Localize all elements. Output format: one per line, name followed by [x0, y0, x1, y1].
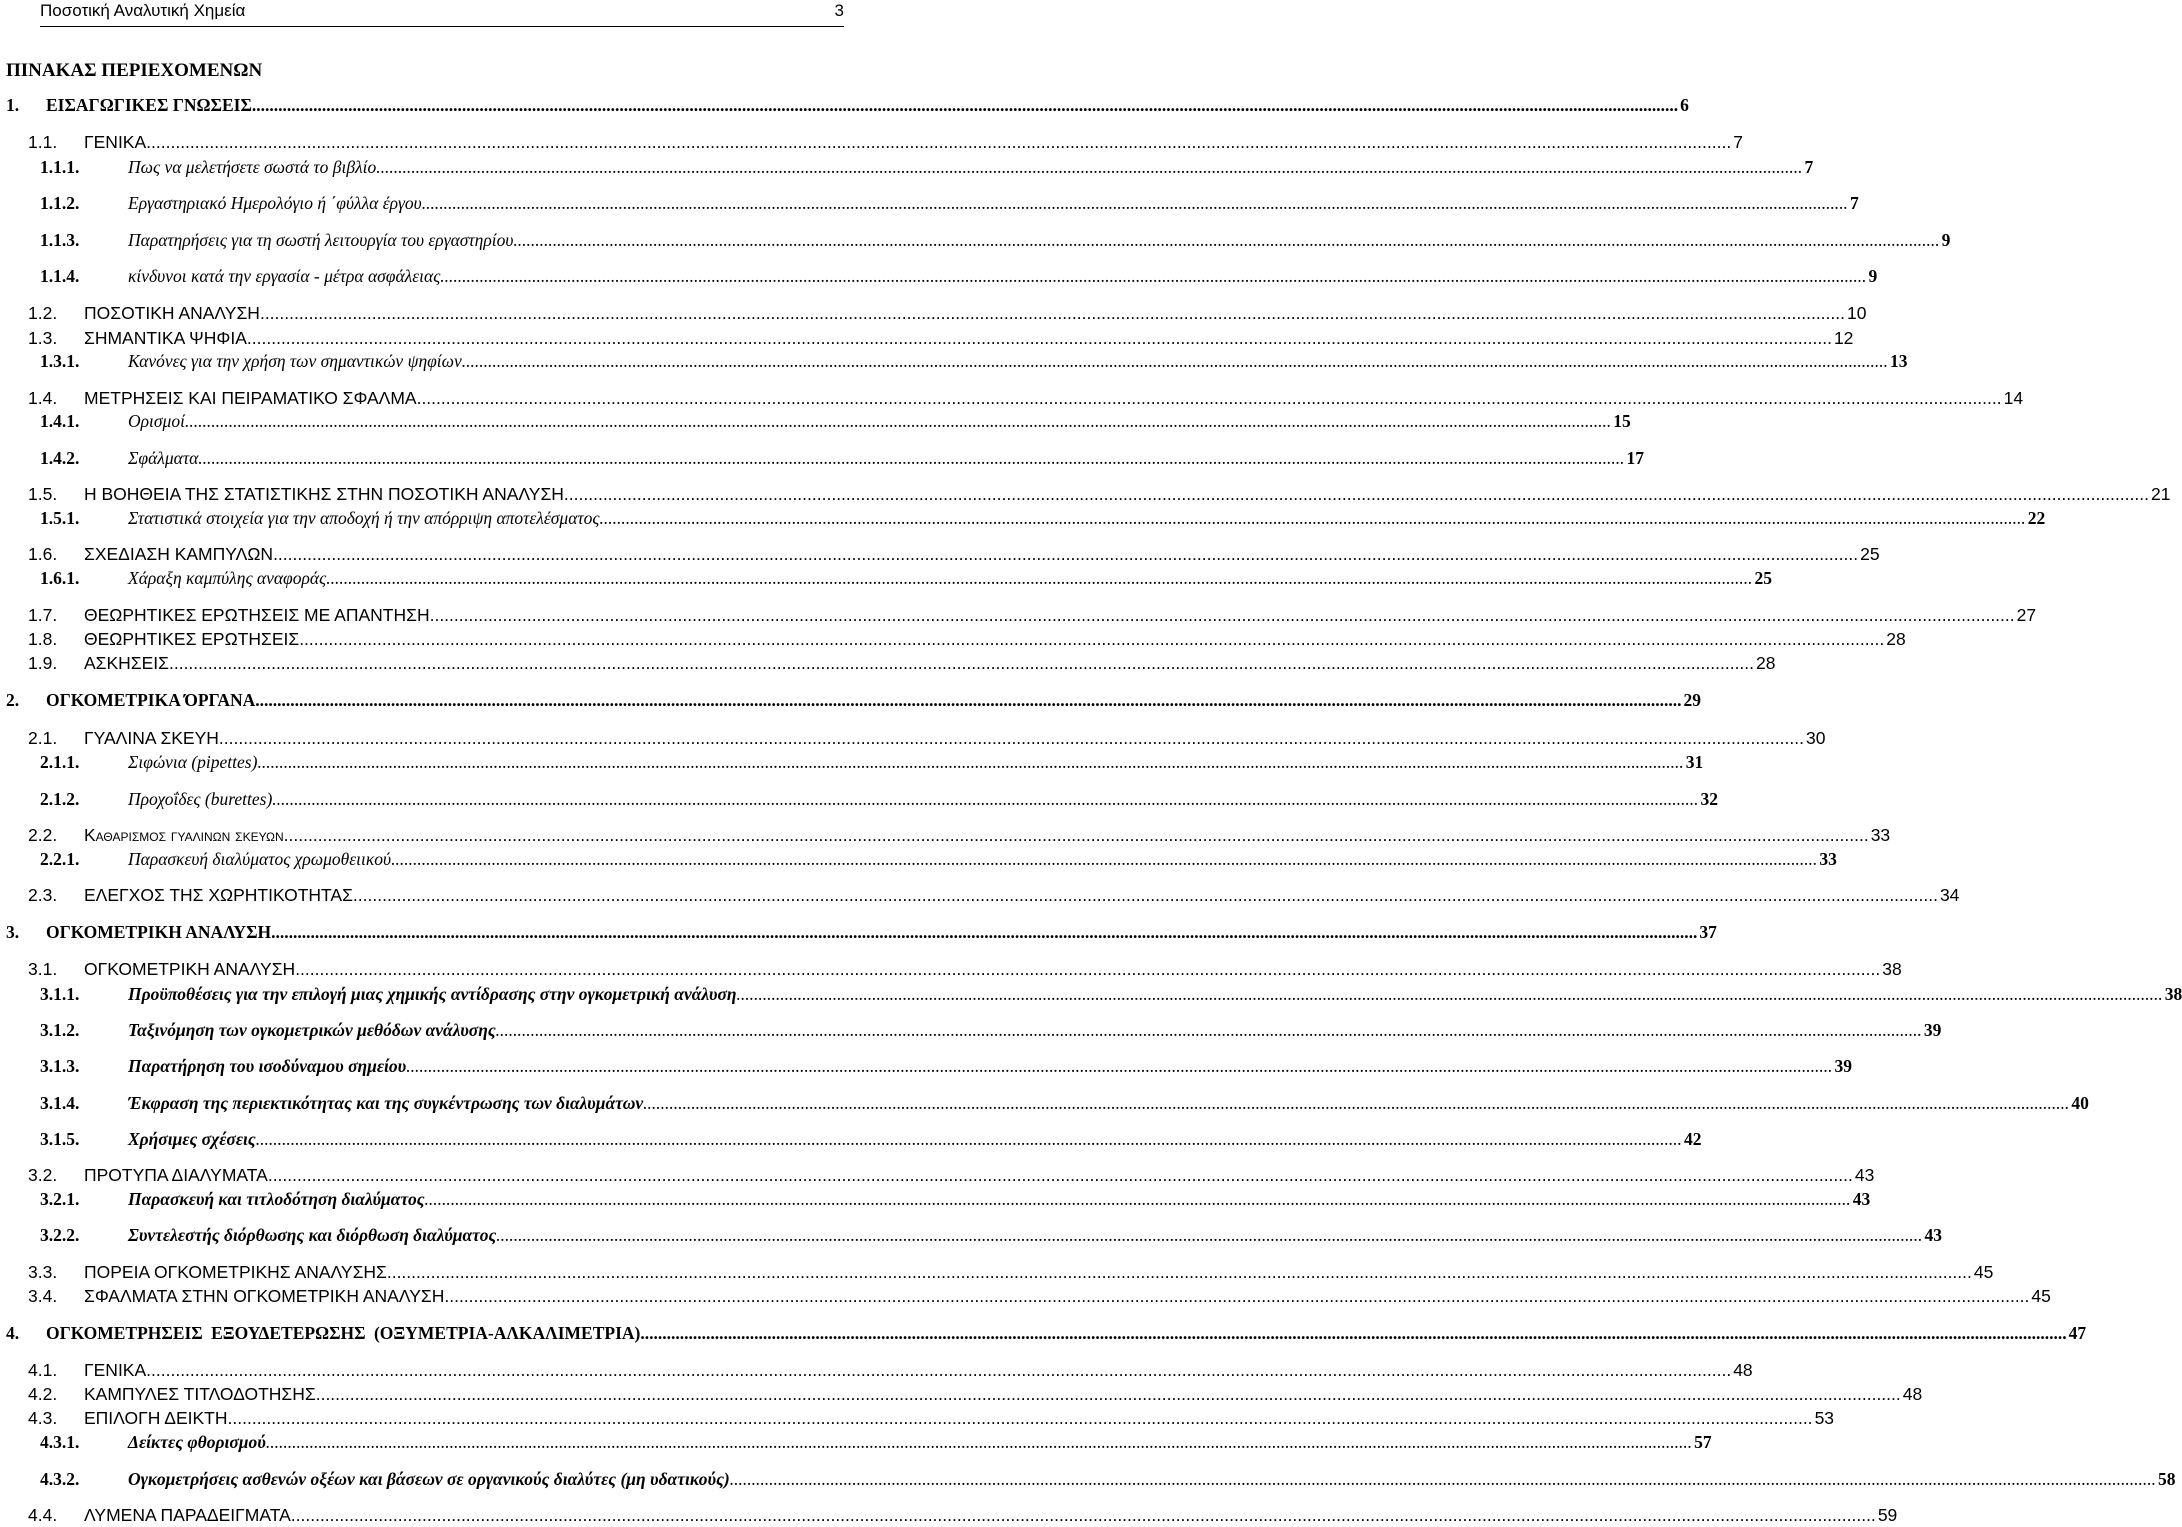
entry-number: 1.5.1. — [40, 508, 80, 528]
entry-page: 7 — [1849, 193, 1859, 213]
entry-page: 48 — [1902, 1384, 1923, 1404]
entry-label: Κανόνες για την χρήση των σημαντικών ψηφίων — [128, 351, 462, 371]
entry-page: 57 — [1694, 1432, 1712, 1452]
toc-entry[interactable] — [40, 191, 1859, 215]
toc-entry[interactable] — [28, 957, 1902, 981]
entry-number: 1.3.1. — [40, 351, 80, 371]
entry-number: 3.3. — [28, 1262, 58, 1282]
entry-label: ΠΡΟΤΥΠΑ ΔΙΑΛΥΜΑΤΑ — [84, 1165, 268, 1185]
toc-entry[interactable] — [28, 1406, 1835, 1430]
toc-entry[interactable] — [40, 750, 1704, 774]
entry-label: ΕΙΣΑΓΩΓΙΚΕΣ ΓΝΩΣΕΙΣ — [46, 95, 252, 115]
toc-entry[interactable] — [40, 349, 1908, 373]
toc-entry[interactable] — [28, 603, 2037, 627]
entry-label: Παρατηρήσεις για τη σωστή λειτουργία του εργαστηρίου — [128, 230, 514, 250]
toc-entry[interactable] — [28, 130, 1743, 154]
entry-page: 39 — [1923, 1020, 1942, 1040]
entry-number: 1.9. — [28, 653, 58, 673]
entry-label: κίνδυνοι κατά την εργασία - μέτρα ασφάλειας — [128, 266, 441, 286]
entry-label: ΕΛΕΓΧΟΣ ΤΗΣ ΧΩΡΗΤΙΚΟΤΗΤΑΣ — [84, 885, 353, 905]
entry-number: 1.6. — [28, 544, 58, 564]
entry-number: 1.4.2. — [40, 448, 80, 468]
entry-label: ΟΓΚΟΜΕΤΡΙΚΗ ΑΝΑΛΥΣΗ — [84, 959, 296, 979]
toc-entry[interactable] — [40, 228, 1951, 252]
toc-entry[interactable] — [40, 1054, 1852, 1078]
entry-label: ΣΦΑΛΜΑΤΑ ΣΤΗΝ ΟΓΚΟΜΕΤΡΙΚΗ ΑΝΑΛΥΣΗ — [84, 1286, 445, 1306]
entry-number: 1.1.3. — [40, 230, 80, 250]
entry-number: 4. — [6, 1323, 20, 1343]
entry-number: 1.8. — [28, 629, 58, 649]
entry-number: 2.1.2. — [40, 789, 80, 809]
entry-page: 38 — [1882, 959, 1902, 979]
entry-page: 58 — [2158, 1469, 2176, 1489]
toc-entry[interactable] — [28, 883, 1960, 907]
entry-label: Παρασκευή και τιτλοδότηση διαλύματος — [128, 1189, 425, 1209]
entry-label: Παρατήρηση του ισοδύναμου σημείου — [128, 1056, 407, 1076]
toc-entry[interactable] — [40, 1467, 2176, 1491]
header-title: Ποσοτική Αναλυτική Χημεία — [40, 1, 246, 20]
entry-label: ΓΕΝΙΚΑ — [84, 1360, 147, 1380]
entry-label: ΛΥΜΕΝΑ ΠΑΡΑΔΕΙΓΜΑΤΑ — [84, 1505, 291, 1525]
entry-label: ΓΥΑΛΙΝΑ ΣΚΕΥΗ — [84, 728, 219, 748]
entry-number: 3.1.4. — [40, 1093, 80, 1113]
toc-entry[interactable] — [6, 1321, 2087, 1345]
entry-page: 33 — [1870, 825, 1891, 845]
header-page-number: 3 — [834, 1, 844, 20]
entry-page: 6 — [1680, 95, 1689, 115]
entry-label: ΣΧΕΔΙΑΣΗ ΚΑΜΠΥΛΩΝ — [84, 544, 274, 564]
entry-number: 3.2.1. — [40, 1189, 80, 1209]
entry-number: 1. — [6, 95, 20, 115]
entry-page: 28 — [1756, 653, 1776, 673]
entry-label: ΓΕΝΙΚΑ — [84, 132, 147, 152]
entry-label: Σιφώνια (pipettes) — [128, 752, 258, 772]
toc-entry[interactable] — [28, 651, 1776, 675]
entry-page: 37 — [1699, 922, 1717, 942]
entry-label: ΑΣΚΗΣΕΙΣ — [84, 653, 169, 673]
entry-page: 14 — [2003, 388, 2024, 408]
entry-number: 1.7. — [28, 605, 58, 625]
entry-label: Δείκτες φθορισμού — [128, 1432, 266, 1452]
toc-entry[interactable] — [28, 1358, 1753, 1382]
entry-page: 45 — [2031, 1286, 2051, 1306]
toc-entry[interactable] — [28, 326, 1854, 350]
toc-entry[interactable] — [6, 93, 1689, 117]
entry-number: 3.1.1. — [40, 984, 80, 1004]
entry-label: ΟΓΚΟΜΕΤΡΙΚΗ ΑΝΑΛΥΣΗ — [46, 922, 272, 942]
entry-label: ΜΕΤΡΗΣΕΙΣ ΚΑΙ ΠΕΙΡΑΜΑΤΙΚΟ ΣΦΑΛΜΑ — [84, 388, 417, 408]
entry-page: 12 — [1833, 328, 1854, 348]
entry-page: 13 — [1890, 351, 1908, 371]
entry-label: ΘΕΩΡΗΤΙΚΕΣ ΕΡΩΤΗΣΕΙΣ ΜΕ ΑΠΑΝΤΗΣΗ — [84, 605, 430, 625]
entry-page: 22 — [2027, 508, 2046, 528]
entry-page: 59 — [1877, 1505, 1898, 1525]
entry-label: Ογκομετρήσεις ασθενών οξέων και βάσεων σε οργανικούς διαλύτες (μη υδατικούς) — [128, 1469, 730, 1489]
toc-title: ΠΙΝΑΚΑΣ ΠΕΡΙΕΧΟΜΕΝΩΝ — [6, 60, 263, 81]
toc-entry[interactable] — [40, 847, 1837, 871]
entry-number: 2. — [6, 690, 20, 710]
entry-number: 1.5. — [28, 484, 58, 504]
toc-entry[interactable] — [28, 301, 1867, 325]
toc-entry[interactable] — [40, 787, 1719, 811]
entry-number: 3.1. — [28, 959, 58, 979]
entry-number: 4.1. — [28, 1360, 58, 1380]
entry-number: 1.1.1. — [40, 157, 80, 177]
entry-number: 4.2. — [28, 1384, 58, 1404]
entry-label: ΟΓΚΟΜΕΤΡΙΚΑ ΌΡΓΑΝΑ — [46, 690, 256, 710]
toc-entry[interactable] — [28, 1284, 2051, 1308]
entry-page: 43 — [1852, 1189, 1871, 1209]
entry-page: 28 — [1886, 629, 1906, 649]
entry-page: 40 — [2071, 1093, 2089, 1113]
entry-number: 1.2. — [28, 303, 58, 323]
toc-entry[interactable] — [40, 566, 1772, 590]
entry-number: 3.1.3. — [40, 1056, 80, 1076]
entry-number: 2.2.1. — [40, 849, 80, 869]
entry-number: 1.3. — [28, 328, 58, 348]
toc-entry[interactable] — [40, 1018, 1942, 1042]
toc-entry[interactable] — [28, 1503, 1898, 1527]
entry-page: 21 — [2150, 484, 2171, 504]
entry-page: 38 — [2164, 984, 2182, 1004]
entry-label: ΠΟΡΕΙΑ ΟΓΚΟΜΕΤΡΙΚΗΣ ΑΝΑΛΥΣΗΣ — [84, 1262, 387, 1282]
toc-entry[interactable] — [40, 506, 2046, 530]
entry-page: 48 — [1733, 1360, 1753, 1380]
entry-number: 2.1. — [28, 728, 58, 748]
entry-page: 39 — [1834, 1056, 1852, 1076]
entry-page: 25 — [1754, 568, 1772, 588]
entry-label: Χάραξη καμπύλης αναφοράς — [128, 568, 327, 588]
entry-page: 29 — [1683, 690, 1702, 710]
entry-number: 3. — [6, 922, 20, 942]
entry-page: 17 — [1626, 448, 1645, 468]
toc-entry[interactable] — [28, 823, 1891, 847]
toc-entry[interactable] — [28, 482, 2171, 506]
entry-label: Προχοΐδες (burettes) — [128, 789, 273, 809]
entry-number: 3.1.2. — [40, 1020, 80, 1040]
entry-label: ΣΗΜΑΝΤΙΚΑ ΨΗΦΙΑ — [84, 328, 247, 348]
entry-label: ΕΠΙΛΟΓΗ ΔΕΙΚΤΗ — [84, 1408, 228, 1428]
toc-entry[interactable] — [40, 409, 1631, 433]
entry-label: ΘΕΩΡΗΤΙΚΕΣ ΕΡΩΤΗΣΕΙΣ — [84, 629, 300, 649]
entry-page: 32 — [1700, 789, 1719, 809]
entry-label: Παρασκευή διαλύματος χρωμοθειικού — [128, 849, 392, 869]
entry-label: Συντελεστής διόρθωσης και διόρθωση διαλύματος — [128, 1225, 497, 1245]
entry-number: 3.2. — [28, 1165, 58, 1185]
entry-label: Ορισμοί — [128, 411, 185, 431]
entry-label: ΟΓΚΟΜΕΤΡΗΣΕΙΣ ΕΞΟΥΔΕΤΕΡΩΣΗΣ (ΟΞΥΜΕΤΡΙΑ-ΑΛΚΑΛΙΜΕΤΡΙΑ) — [46, 1323, 641, 1343]
entry-page: 34 — [1939, 885, 1960, 905]
entry-number: 4.3.1. — [40, 1432, 80, 1452]
entry-page: 7 — [1804, 157, 1814, 177]
entry-page: 10 — [1847, 303, 1867, 323]
toc-entry[interactable] — [28, 1163, 1875, 1187]
entry-label: Καθαρισμος γυαλινων σκευων — [84, 825, 284, 845]
entry-page: 53 — [1814, 1408, 1835, 1428]
entry-page: 43 — [1924, 1225, 1943, 1245]
page-header — [40, 0, 844, 27]
entry-label: Στατιστικά στοιχεία για την αποδοχή ή την απόρριψη αποτελέσματος — [128, 508, 600, 528]
entry-page: 47 — [2068, 1323, 2087, 1343]
entry-page: 42 — [1683, 1129, 1702, 1149]
entry-number: 1.4. — [28, 388, 58, 408]
entry-number: 1.1.4. — [40, 266, 80, 286]
entry-label: Πως να μελετήσετε σωστά το βιβλίο — [128, 157, 377, 177]
toc-entry[interactable] — [28, 542, 1880, 566]
entry-number: 4.4. — [28, 1505, 58, 1525]
entry-page: 9 — [1941, 230, 1951, 250]
entry-page: 31 — [1685, 752, 1704, 772]
entry-page: 15 — [1613, 411, 1631, 431]
entry-page: 25 — [1860, 544, 1880, 564]
entry-number: 1.1.2. — [40, 193, 80, 213]
entry-number: 3.2.2. — [40, 1225, 80, 1245]
toc-entry[interactable] — [28, 386, 2024, 410]
entry-number: 2.2. — [28, 825, 58, 845]
toc-entry[interactable] — [28, 627, 1906, 651]
toc-entry[interactable] — [40, 1223, 1943, 1247]
entry-number: 2.1.1. — [40, 752, 80, 772]
entry-page: 9 — [1868, 266, 1878, 286]
entry-page: 7 — [1733, 132, 1743, 152]
toc-entry[interactable] — [6, 688, 1702, 712]
entry-number: 4.3. — [28, 1408, 58, 1428]
toc-entry[interactable] — [40, 264, 1878, 288]
entry-page: 43 — [1854, 1165, 1875, 1185]
entry-label: ΠΟΣΟΤΙΚΗ ΑΝΑΛΥΣΗ — [84, 303, 260, 323]
entry-label: Ταξινόμηση των ογκομετρικών μεθόδων ανάλυσης — [128, 1020, 496, 1040]
entry-number: 3.4. — [28, 1286, 58, 1306]
toc-entry[interactable] — [28, 1382, 1923, 1406]
entry-page: 27 — [2016, 605, 2037, 625]
entry-label: Σφάλματα — [128, 448, 199, 468]
toc-entry[interactable] — [28, 1260, 1994, 1284]
entry-label: Έκφραση της περιεκτικότητας και της συγκέντρωσης των διαλυμάτων — [128, 1093, 644, 1113]
entry-number: 3.1.5. — [40, 1129, 80, 1149]
entry-label: Προϋποθέσεις για την επιλογή μιας χημικής αντίδρασης στην ογκομετρική ανάλυση — [128, 984, 737, 1004]
entry-label: Η ΒΟΗΘΕΙΑ ΤΗΣ ΣΤΑΤΙΣΤΙΚΗΣ ΣΤΗΝ ΠΟΣΟΤΙΚΗ ΑΝΑΛΥΣΗ — [84, 484, 564, 504]
toc-entry[interactable] — [40, 446, 1645, 470]
toc-entry[interactable] — [40, 982, 2182, 1006]
toc-entry[interactable] — [6, 920, 1717, 944]
entry-number: 2.3. — [28, 885, 58, 905]
entry-page: 33 — [1819, 849, 1837, 869]
toc-entry[interactable] — [28, 726, 1826, 750]
toc-entry[interactable] — [40, 1091, 2089, 1115]
entry-page: 30 — [1805, 728, 1826, 748]
entry-number: 4.3.2. — [40, 1469, 80, 1489]
entry-label: ΚΑΜΠΥΛΕΣ ΤΙΤΛΟΔΟΤΗΣΗΣ — [84, 1384, 316, 1404]
toc-entry[interactable] — [40, 1430, 1712, 1454]
entry-number: 1.6.1. — [40, 568, 80, 588]
entry-number: 1.1. — [28, 132, 58, 152]
toc-entry[interactable] — [40, 1127, 1702, 1151]
entry-label: Χρήσιμες σχέσεις — [128, 1129, 256, 1149]
entry-page: 45 — [1973, 1262, 1994, 1282]
toc-entry[interactable] — [40, 155, 1814, 179]
toc-entry[interactable] — [40, 1187, 1871, 1211]
entry-label: Εργαστηριακό Ημερολόγιο ή ΄φύλλα έργου — [128, 193, 422, 213]
entry-number: 1.4.1. — [40, 411, 80, 431]
